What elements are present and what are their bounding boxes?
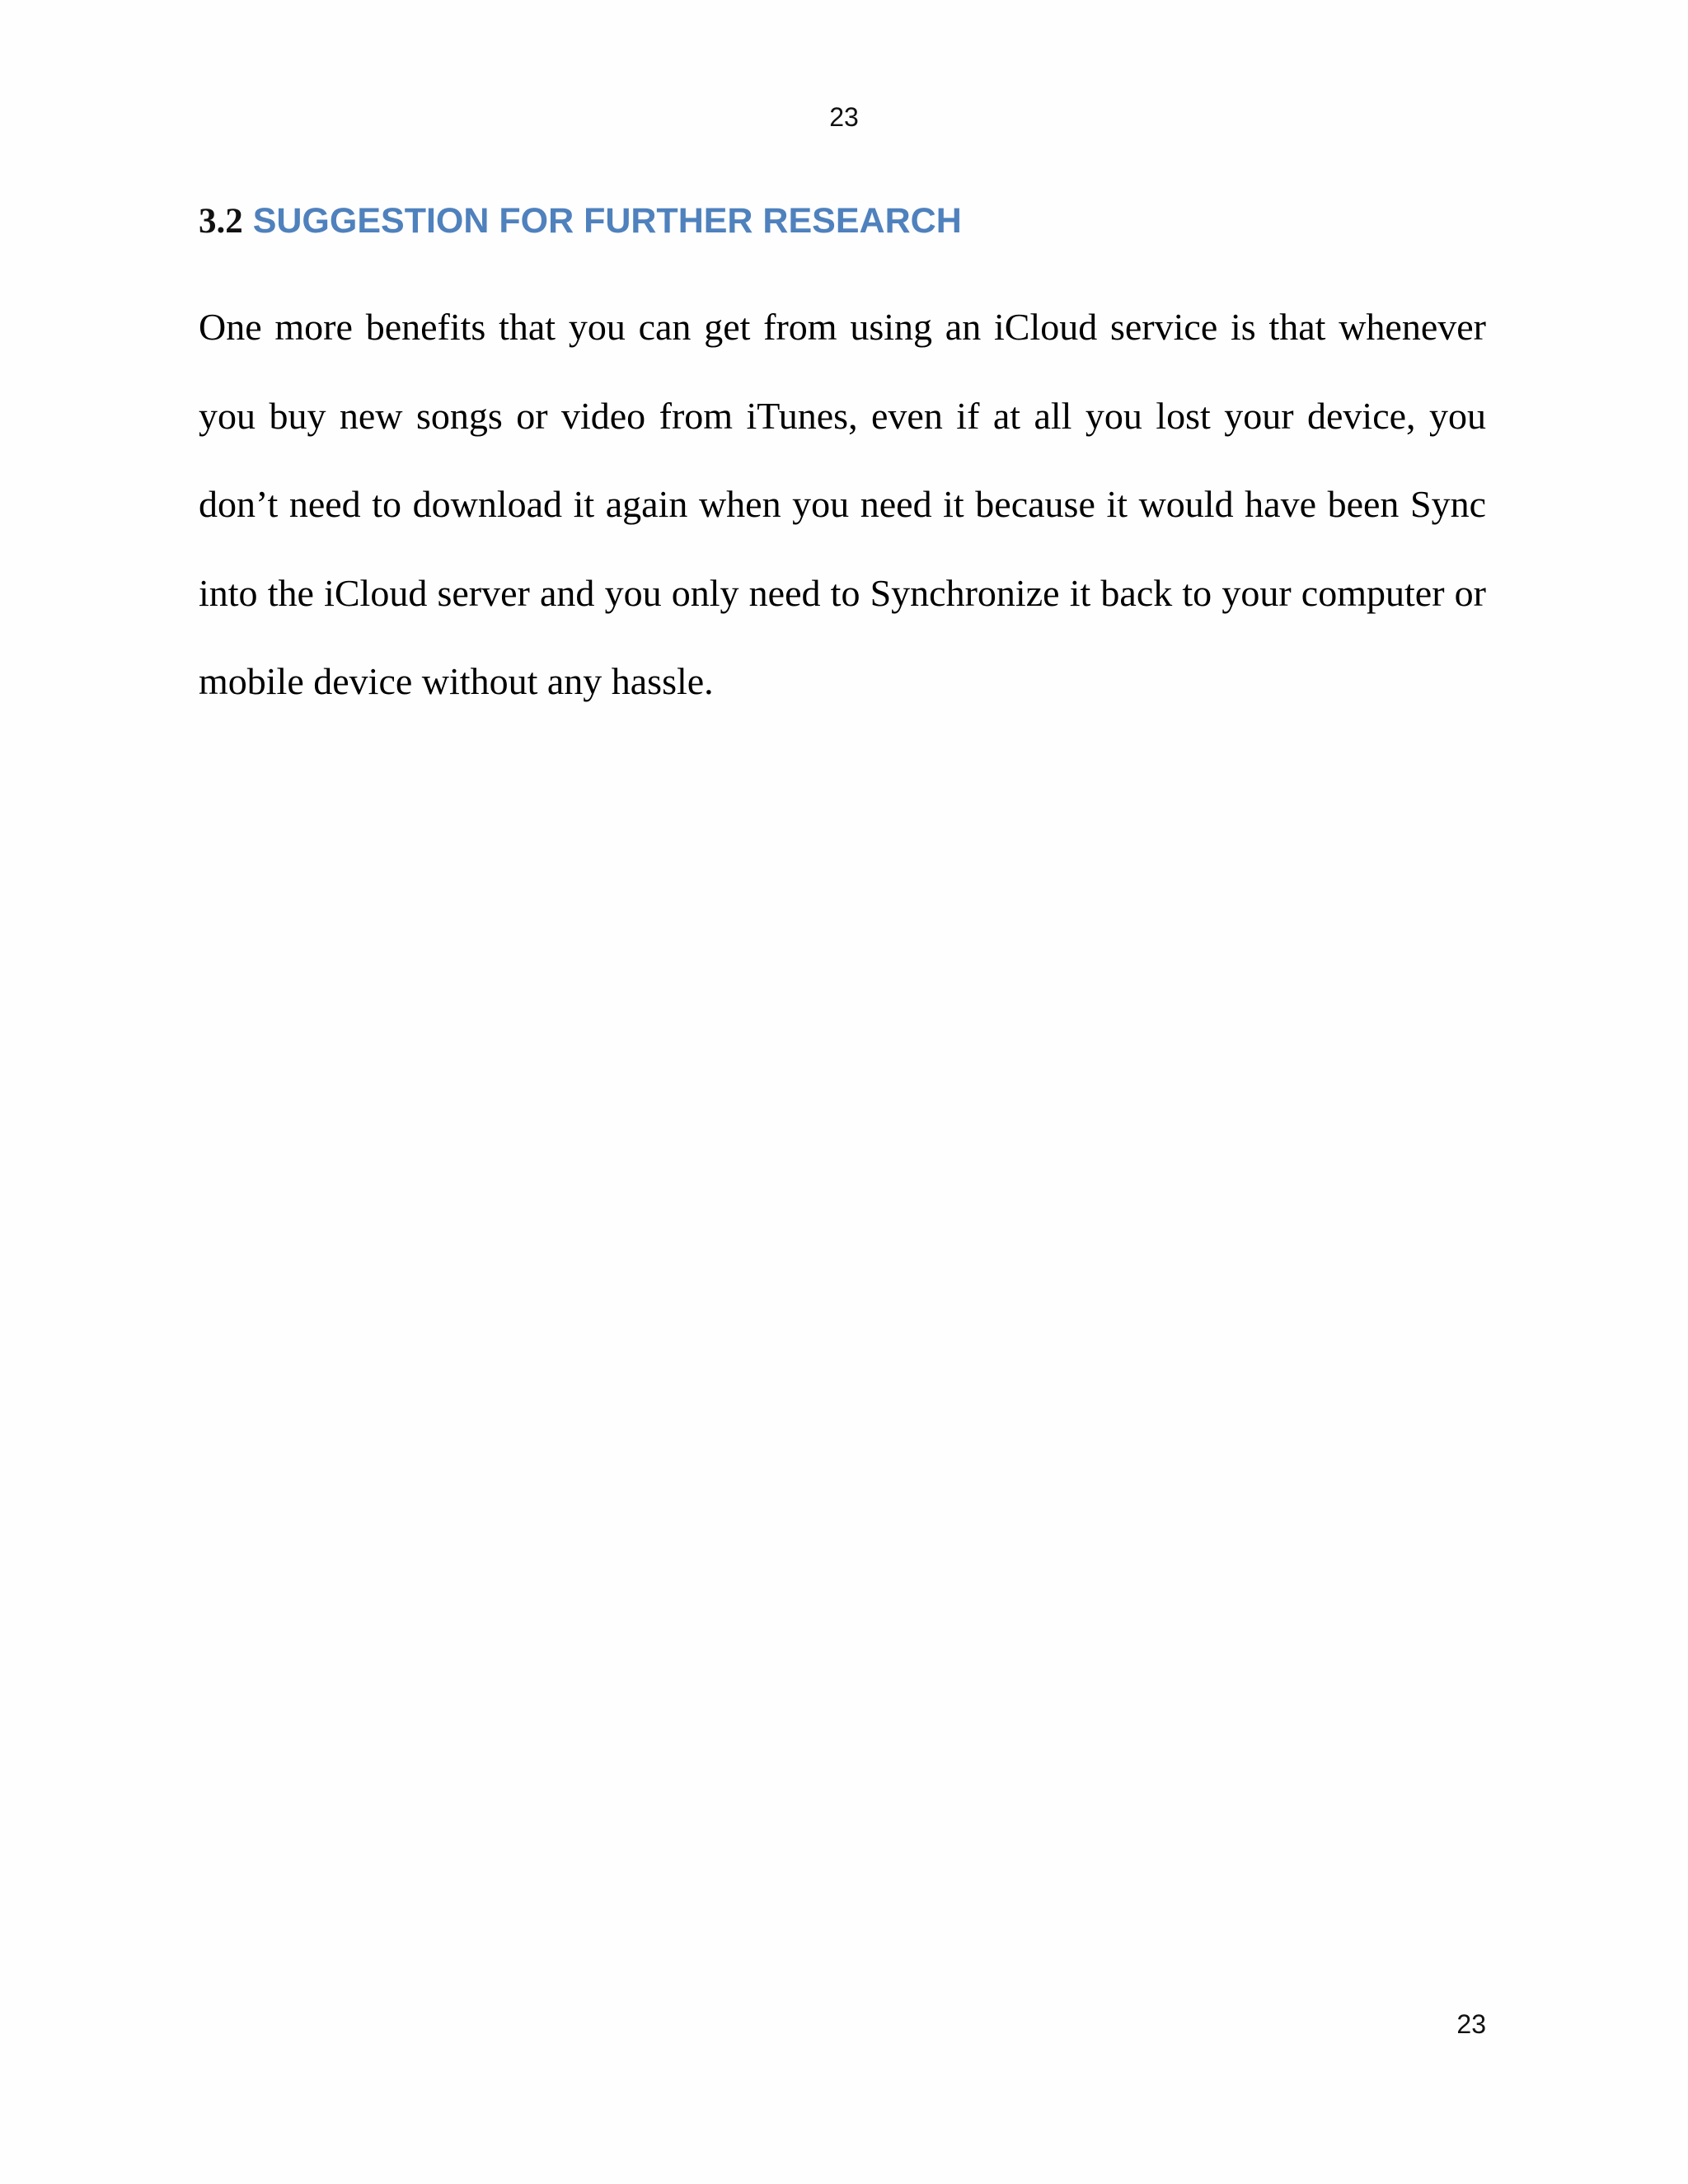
header-page-number: 23 (829, 102, 859, 132)
footer-page-number: 23 (1456, 2009, 1486, 2039)
body-paragraph: One more benefits that you can get from using an iCloud service is that whenever you buy new songs or video from iTunes, even if at all you lost your device, you don’t need to download it again when you need it because it would have been Sync into the iCloud server and you only need to Synchronize it back to your computer or mobile device without any hassle. (199, 306, 1486, 702)
section-heading (199, 198, 962, 245)
section-number: 3.2 (199, 202, 243, 241)
section-title: SUGGESTION FOR FURTHER RESEARCH (252, 201, 962, 241)
